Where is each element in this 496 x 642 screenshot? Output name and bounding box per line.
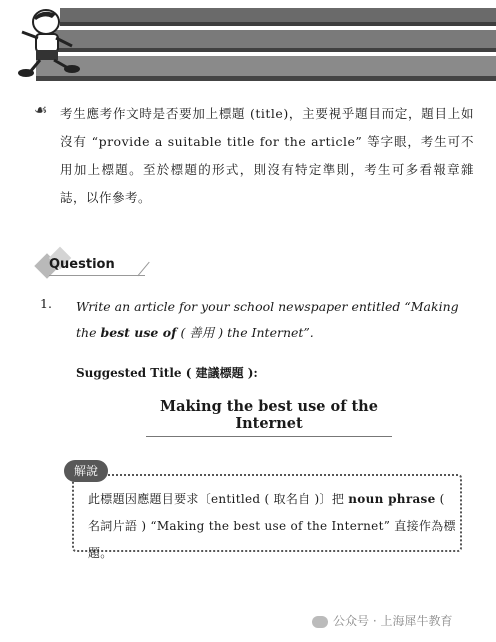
watermark <box>312 612 452 629</box>
suggested-title-text: Making the best use of the Internet <box>160 398 378 432</box>
explanation-part2: ( 名詞片語 ) “Making the best use of the Internet” 直接作為標題。 <box>88 492 456 560</box>
wechat-icon <box>312 616 328 628</box>
question-text-bold: best use of <box>100 325 177 340</box>
runner-icon <box>12 6 86 78</box>
question-header-title: Question <box>49 257 115 272</box>
title-underline <box>146 436 392 437</box>
suggested-title-label: Suggested Title ( 建議標題 ): <box>76 366 258 380</box>
explanation-bold: noun phrase <box>348 492 436 506</box>
tip-text: 考生應考作文時是否要加上標題 (title)，主要視乎題目而定，題目上如沒有 “provide a suitable title for the article” 等字眼，考生可不用加上標題。至於標題的形式，則沒有特定準則，考生可多看報章雜誌，以作參考。 <box>60 106 474 205</box>
question-number: 1. <box>40 296 52 311</box>
header-underline <box>49 275 145 276</box>
watermark-text: 公众号 · 上海犀牛教育 <box>333 614 453 628</box>
question-text-part2: ( 善用 ) the Internet”. <box>176 325 314 340</box>
question-text <box>76 294 476 346</box>
tip-paragraph <box>34 100 474 212</box>
tip-marker-icon: ☙ <box>34 101 48 119</box>
question-text-part1: Write an article for your school newspaper entitled “Making the <box>76 299 459 340</box>
question-header <box>36 248 136 284</box>
explanation-part1: 此標題因應題目要求〔entitled ( 取名自 )〕把 <box>88 492 349 506</box>
explanation-text <box>88 486 458 567</box>
suggested-title <box>146 398 392 437</box>
explanation-badge: 解說 <box>64 460 108 482</box>
